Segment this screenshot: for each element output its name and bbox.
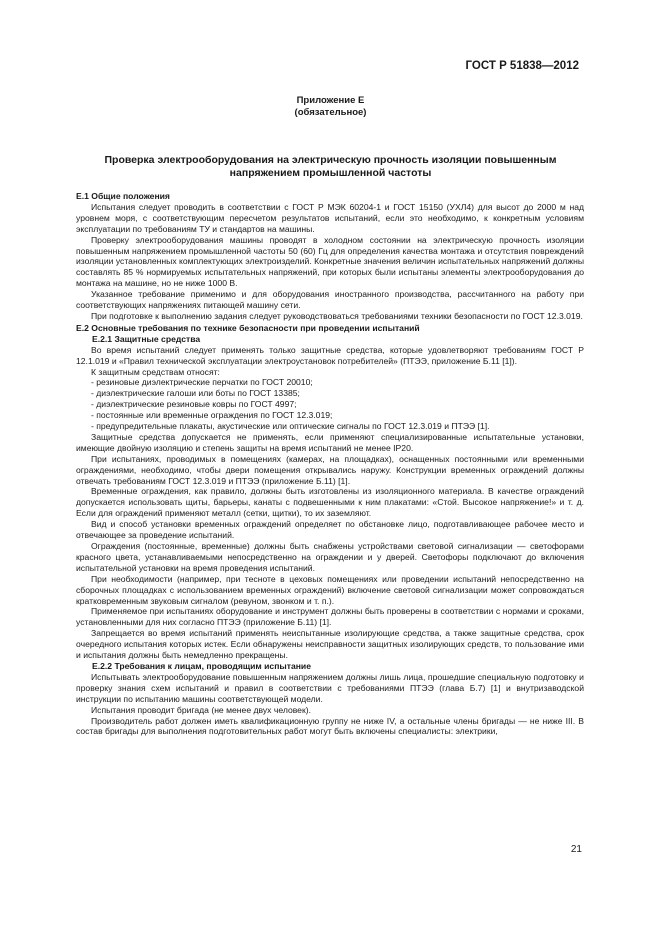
appendix-title: Приложение Е <box>296 95 365 106</box>
paragraph: Во время испытаний следует применять только защитные средства, которые удовлетворяют требованиям ГОСТ Р 12.1.019 и «Правил технической эксплуатации электроустановок потребителей» (ПТЭЭ, приложение Б.11 [1]). <box>76 344 584 366</box>
paragraph: К защитным средствам относят: <box>91 366 220 377</box>
standard-designation: ГОСТ Р 51838—2012 <box>465 60 579 72</box>
paragraph: Защитные средства допускается не применять, если применяют специализированные испытательные установки, имеющие двойную изоляцию и степень защиты на время испытаний не менее IP20. <box>76 431 584 453</box>
paragraph: Временные ограждения, как правило, должны быть изготовлены из изоляционного материала. В качестве ограждений допускается использовать щиты, барьеры, канаты с подвешенными к ним плакатами: «Стой. Высокое напряжение!» и т. д. Если для ограждений применяют металл (сетки, щитки), то их заземляют. <box>76 486 584 519</box>
document-body <box>76 190 584 737</box>
page-number: 21 <box>570 844 582 855</box>
paragraph: Ограждения (постоянные, временные) должны быть снабжены устройствами световой сигнализации — светофорами красного цвета, устанавливаемыми непосредственно на ограждении и у дверей. Светофоры подключают до включения испытательной установки на время проведения испытаний. <box>76 541 584 573</box>
paragraph: При испытаниях, проводимых в помещениях (камерах, на площадках), оснащенных постоянными или временными ограждениями, необходимо, чтобы двери помещения открывались наружу. Конструкции временных ограждений должны отвечать требованиям ГОСТ 12.3.019 и ПТЭЭ (приложение Б.11) [1]. <box>76 453 584 486</box>
paragraph: Проверку электрооборудования машины проводят в холодном состоянии на электрическую прочность изоляции повышенным напряжением промышленной частоты 50 (60) Гц для определения качества монтажа и отсутствия повреждений изоляции установленных комплектующих электроизделий. Конкретные значения величин испытательных напряжений должны составлять 85 % нормируемых испытательных напряжений, при которых были испытаны элементы электрооборудования до монтажа на машине, но не ниже 1000 В. <box>76 234 584 289</box>
appendix-status: (обязательное) <box>294 107 367 118</box>
list-item: - резиновые диэлектрические перчатки по ГОСТ 20010; <box>91 377 313 388</box>
section-heading: Е.2 Основные требования по технике безопасности при проведении испытаний <box>76 322 420 333</box>
section-heading: Е.1 Общие положения <box>76 191 170 201</box>
list-item: - постоянные или временные ограждения по ГОСТ 12.3.019; <box>91 410 333 421</box>
paragraph: При необходимости (например, при тесноте в цеховых помещениях или проведении испытаний непосредственно на сборочных площадках с использованием временных ограждений) включение световой сигнализации может сопровождаться кратковременным звуковым сигналом (ревуном, звонком и т. п.). <box>76 573 584 606</box>
paragraph: Испытания следует проводить в соответствии с ГОСТ Р МЭК 60204-1 и ГОСТ 15150 (УХЛ4) для высот до 2000 м над уровнем моря, с соответствующим пересчетом результатов испытаний, если это необходимо, к конкретным условиям эксплуатации по требованиям ТУ и стандартов на машины. <box>76 201 584 234</box>
paragraph: Испытывать электрооборудование повышенным напряжением должны лишь лица, прошедшие специальную подготовку и проверку знания схем испытаний и правил в соответствии с требованиями ПТЭЭ (глава Б.7) [1] и внутризаводской инструкции по испытанию машины соответствующей модели. <box>76 671 584 704</box>
paragraph: Применяемое при испытаниях оборудование и инструмент должны быть проверены в соответствии с нормами и сроками, установленными для них согласно ПТЭЭ (приложение Б.11) [1]. <box>76 606 584 628</box>
main-title-line-1: Проверка электрооборудования на электрическую прочность изоляции повышенным <box>104 154 557 166</box>
paragraph: При подготовке к выполнению задания следует руководствоваться требованиями техники безопасности по ГОСТ 12.3.019. <box>91 310 583 321</box>
paragraph: Запрещается во время испытаний применять неиспытанные изолирующие средства, а также защитные средства, срок очередного испытания которых истек. Если обнаружены неисправности защитных изолирующих средств, то пользование ими и испытания должны быть немедленно прекращены. <box>76 628 584 661</box>
main-title-line-2: напряжением промышленной частоты <box>229 167 432 179</box>
paragraph: Указанное требование применимо и для оборудования иностранного производства, рассчитанного на работу при соответствующих напряжениях питающей машину сети. <box>76 289 584 311</box>
list-item: - диэлектрические галоши или боты по ГОСТ 13385; <box>91 388 300 399</box>
list-item: - предупредительные плакаты, акустические или оптические сигналы по ГОСТ 12.3.019 и ПТЭЭ [1]. <box>91 421 490 432</box>
list-item: - диэлектрические резиновые ковры по ГОСТ 4997; <box>91 399 297 410</box>
subsection-heading: Е.2.1 Защитные средства <box>92 333 201 344</box>
paragraph: Вид и способ установки временных ограждений определяет по обстановке лицо, подготавливающее рабочее место и отвечающее за проведение испытаний. <box>76 519 584 541</box>
subsection-heading: Е.2.2 Требования к лицам, проводящим испытание <box>92 660 311 671</box>
paragraph: Производитель работ должен иметь квалификационную группу не ниже IV, а остальные члены бригады — не ниже III. В состав бригады для выполнения подготовительных работ могут быть включены специалисты: электрики, <box>76 715 584 737</box>
paragraph: Испытания проводит бригада (не менее двух человек). <box>91 704 311 715</box>
